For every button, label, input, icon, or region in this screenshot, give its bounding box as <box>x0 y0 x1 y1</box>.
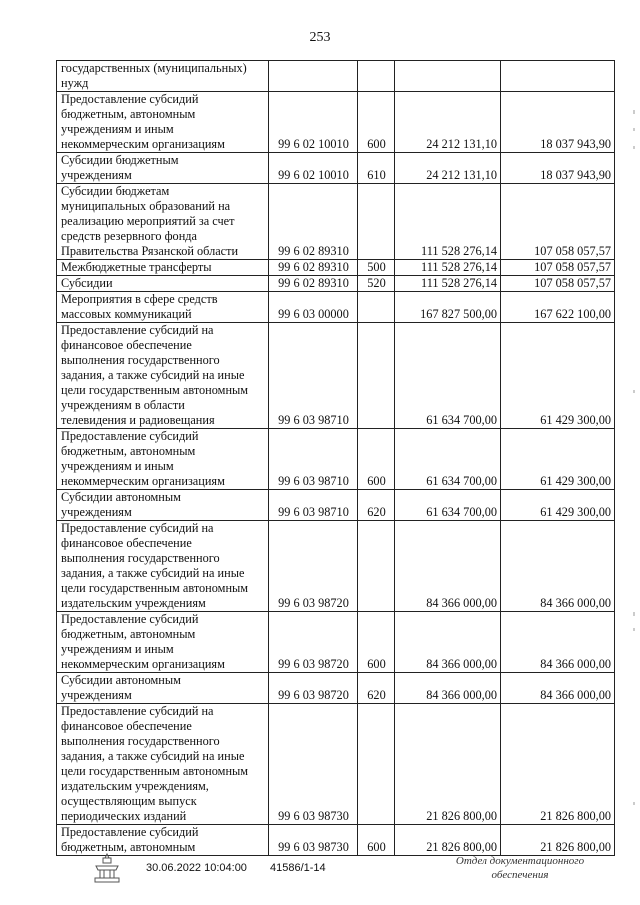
row-description <box>57 153 269 184</box>
table-row <box>57 153 615 184</box>
row-description-line: издательским учреждениям <box>61 596 206 610</box>
row-description-line: выполнения государственного <box>61 734 220 748</box>
row-expense-type: 600 <box>358 429 395 490</box>
row-description <box>57 521 269 612</box>
row-description-line: Предоставление субсидий <box>61 612 199 626</box>
row-description-line: некоммерческим организациям <box>61 657 225 671</box>
row-amount-2 <box>501 61 615 92</box>
row-code: 99 6 02 89310 <box>269 260 358 276</box>
row-description-line: государственных (муниципальных) <box>61 61 247 75</box>
row-amount-1: 111 528 276,14 <box>395 260 501 276</box>
row-description-line: выполнения государственного <box>61 551 220 565</box>
row-description <box>57 276 269 292</box>
row-code: 99 6 03 98720 <box>269 673 358 704</box>
row-description-line: цели государственным автономным <box>61 581 249 595</box>
row-description <box>57 429 269 490</box>
row-description-line: осуществляющим выпуск <box>61 794 197 808</box>
page-number: 253 <box>309 30 331 45</box>
row-expense-type: 620 <box>358 490 395 521</box>
row-amount-1: 111 528 276,14 <box>395 184 501 260</box>
row-description-line: учреждениям и иным <box>61 642 174 656</box>
row-description-line: бюджетным, автономным <box>61 627 196 641</box>
row-code: 99 6 02 89310 <box>269 184 358 260</box>
row-description-line: Предоставление субсидий на <box>61 704 214 718</box>
row-description-line: бюджетным, автономным <box>61 444 196 458</box>
row-code: 99 6 03 00000 <box>269 292 358 323</box>
row-description-line: Предоставление субсидий на <box>61 521 214 535</box>
row-description-line: учреждениям и иным <box>61 122 174 136</box>
row-description-line: издательским учреждениям, <box>61 779 209 793</box>
row-description <box>57 61 269 92</box>
row-description-line: финансовое обеспечение <box>61 719 192 733</box>
row-code <box>269 61 358 92</box>
row-description-line: муниципальных образований на <box>61 199 231 213</box>
row-description-line: учреждениям <box>61 688 132 702</box>
row-description-line: учреждениям <box>61 168 132 182</box>
table-row <box>57 429 615 490</box>
row-amount-2: 84 366 000,00 <box>501 673 615 704</box>
row-description-line: Правительства Рязанской области <box>61 244 239 258</box>
table-row <box>57 184 615 260</box>
row-amount-2: 84 366 000,00 <box>501 612 615 673</box>
row-description <box>57 292 269 323</box>
scan-edge-marks <box>628 0 640 905</box>
row-description-line: цели государственным автономным <box>61 383 249 397</box>
table-row <box>57 612 615 673</box>
row-code: 99 6 02 89310 <box>269 276 358 292</box>
row-expense-type: 600 <box>358 825 395 856</box>
row-amount-1: 21 826 800,00 <box>395 825 501 856</box>
footer-department-line: обеспечения <box>491 869 549 881</box>
row-description-line: Предоставление субсидий на <box>61 323 214 337</box>
row-description-line: задания, а также субсидий на иные <box>61 368 245 382</box>
row-amount-2: 167 622 100,00 <box>501 292 615 323</box>
row-description-line: Субсидии <box>61 276 113 290</box>
row-description-line: задания, а также субсидий на иные <box>61 749 245 763</box>
row-amount-1: 84 366 000,00 <box>395 612 501 673</box>
table-row <box>57 61 615 92</box>
row-description <box>57 92 269 153</box>
row-amount-2: 107 058 057,57 <box>501 276 615 292</box>
row-amount-2: 107 058 057,57 <box>501 260 615 276</box>
row-code: 99 6 02 10010 <box>269 153 358 184</box>
footer-datetime: 30.06.2022 10:04:00 <box>146 862 247 874</box>
row-expense-type: 500 <box>358 260 395 276</box>
row-description-line: цели государственным автономным <box>61 764 249 778</box>
row-expense-type: 600 <box>358 92 395 153</box>
row-expense-type <box>358 61 395 92</box>
row-amount-2: 21 826 800,00 <box>501 825 615 856</box>
row-description-line: финансовое обеспечение <box>61 536 192 550</box>
row-description <box>57 612 269 673</box>
row-amount-2: 18 037 943,90 <box>501 92 615 153</box>
row-amount-1: 21 826 800,00 <box>395 704 501 825</box>
table-row <box>57 521 615 612</box>
row-amount-2: 61 429 300,00 <box>501 490 615 521</box>
row-description-line: бюджетным, автономным <box>61 107 196 121</box>
row-description-line: Субсидии автономным <box>61 490 181 504</box>
row-description <box>57 704 269 825</box>
row-amount-1: 24 212 131,10 <box>395 153 501 184</box>
row-expense-type: 600 <box>358 612 395 673</box>
row-description-line: Субсидии бюджетам <box>61 184 170 198</box>
table-row <box>57 673 615 704</box>
row-description-line: Субсидии автономным <box>61 673 181 687</box>
row-description-line: учреждениям и иным <box>61 459 174 473</box>
row-code: 99 6 03 98720 <box>269 612 358 673</box>
table-row <box>57 260 615 276</box>
row-expense-type <box>358 184 395 260</box>
row-description-line: Предоставление субсидий <box>61 92 199 106</box>
row-amount-2: 107 058 057,57 <box>501 184 615 260</box>
row-description <box>57 825 269 856</box>
row-description-line: реализацию мероприятий за счет <box>61 214 235 228</box>
row-expense-type <box>358 292 395 323</box>
row-description-line: Субсидии бюджетным <box>61 153 179 167</box>
row-amount-1: 61 634 700,00 <box>395 323 501 429</box>
table-row <box>57 825 615 856</box>
row-expense-type: 520 <box>358 276 395 292</box>
footer-department-line: Отдел документационного <box>455 855 585 867</box>
row-code: 99 6 03 98710 <box>269 323 358 429</box>
row-description-line: Предоставление субсидий <box>61 429 199 443</box>
row-description <box>57 673 269 704</box>
row-description-line: Мероприятия в сфере средств <box>61 292 218 306</box>
row-amount-2: 18 037 943,90 <box>501 153 615 184</box>
row-amount-2: 61 429 300,00 <box>501 429 615 490</box>
row-description-line: Предоставление субсидий <box>61 825 199 839</box>
table-row <box>57 704 615 825</box>
row-description-line: нужд <box>61 76 89 90</box>
row-description-line: периодических изданий <box>61 809 187 823</box>
row-description <box>57 184 269 260</box>
row-expense-type: 620 <box>358 673 395 704</box>
row-amount-1: 111 528 276,14 <box>395 276 501 292</box>
table-row <box>57 276 615 292</box>
row-amount-1: 84 366 000,00 <box>395 673 501 704</box>
row-amount-1 <box>395 61 501 92</box>
row-code: 99 6 03 98710 <box>269 490 358 521</box>
emblem-stamp-icon <box>92 852 122 884</box>
table-row <box>57 292 615 323</box>
row-description-line: некоммерческим организациям <box>61 474 225 488</box>
row-description-line: средств резервного фонда <box>61 229 197 243</box>
row-amount-1: 167 827 500,00 <box>395 292 501 323</box>
row-description-line: массовых коммуникаций <box>61 307 192 321</box>
row-amount-1: 84 366 000,00 <box>395 521 501 612</box>
row-expense-type: 610 <box>358 153 395 184</box>
footer-doc-number: 41586/1-14 <box>270 862 326 874</box>
footer-department <box>440 854 600 882</box>
row-description-line: телевидения и радиовещания <box>61 413 215 427</box>
row-description-line: выполнения государственного <box>61 353 220 367</box>
row-description-line: учреждениям в области <box>61 398 185 412</box>
row-expense-type <box>358 704 395 825</box>
row-amount-1: 24 212 131,10 <box>395 92 501 153</box>
row-amount-2: 61 429 300,00 <box>501 323 615 429</box>
table-row <box>57 92 615 153</box>
table-row <box>57 490 615 521</box>
row-amount-2: 84 366 000,00 <box>501 521 615 612</box>
row-amount-1: 61 634 700,00 <box>395 490 501 521</box>
row-description-line: некоммерческим организациям <box>61 137 225 151</box>
row-code: 99 6 03 98720 <box>269 521 358 612</box>
row-code: 99 6 03 98730 <box>269 825 358 856</box>
row-description-line: Межбюджетные трансферты <box>61 260 212 274</box>
row-code: 99 6 02 10010 <box>269 92 358 153</box>
row-amount-2: 21 826 800,00 <box>501 704 615 825</box>
row-description-line: финансовое обеспечение <box>61 338 192 352</box>
row-expense-type <box>358 521 395 612</box>
row-description-line: учреждениям <box>61 505 132 519</box>
row-description-line: задания, а также субсидий на иные <box>61 566 245 580</box>
row-expense-type <box>358 323 395 429</box>
budget-table <box>56 60 615 856</box>
row-description <box>57 490 269 521</box>
row-amount-1: 61 634 700,00 <box>395 429 501 490</box>
row-description <box>57 323 269 429</box>
table-row <box>57 323 615 429</box>
row-description <box>57 260 269 276</box>
row-code: 99 6 03 98730 <box>269 704 358 825</box>
row-description-line: бюджетным, автономным <box>61 840 196 854</box>
row-code: 99 6 03 98710 <box>269 429 358 490</box>
budget-table-body <box>57 61 615 856</box>
